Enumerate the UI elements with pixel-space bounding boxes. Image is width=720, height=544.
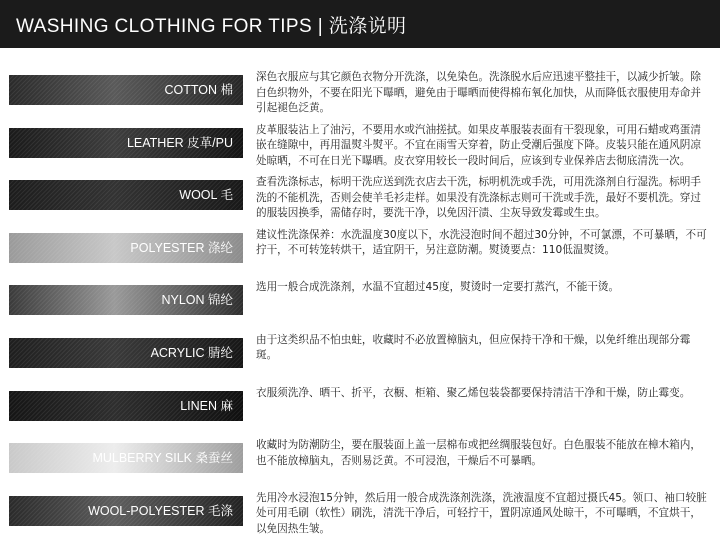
fabric-row-nylon: [0, 276, 720, 329]
fabric-label: MULBERRY SILK 桑蚕丝: [92, 451, 233, 466]
page-title: WASHING CLOTHING FOR TIPS | 洗涤说明: [16, 15, 407, 37]
care-description: 由于这类织品不怕虫蛀，收藏时不必放置樟脑丸，但应保持干净和干燥，以免纤维出现部分霉斑。: [256, 333, 691, 362]
fabric-swatch-nylon: [9, 285, 243, 315]
fabric-swatch-cotton: [9, 75, 243, 105]
fabric-swatch-polyester: [9, 233, 243, 263]
care-description: 深色衣服应与其它颜色衣物分开洗涤，以免染色。洗涤脱水后应迅速平整挂干，以减少折皱。除白色织物外，不要在阳光下曝晒，避免由于曝晒而使得棉布氧化加快，从而降低衣服使用寿命并引起褪色泛黄。: [256, 71, 701, 114]
fabric-swatch-wool-polyester: [9, 496, 243, 526]
fabric-label: LEATHER 皮革/PU: [126, 135, 233, 150]
care-description: 建议性洗涤保养：水洗温度30度以下，水洗浸泡时间不超过30分钟，不可氯漂，不可暴晒，不可拧干，不可转笼转烘干，适宜阴干，另注意防潮。熨烫要点：110低温熨烫。: [256, 228, 707, 257]
fabric-label: LINEN 麻: [180, 398, 233, 413]
fabric-row-cotton: [0, 66, 720, 119]
fabric-label: POLYESTER 涤纶: [130, 240, 233, 255]
care-description: 查看洗涤标志，标明干洗应送到洗衣店去干洗，标明机洗或手洗，可用洗涤剂自行湿洗。标明手洗的不能机洗，否则会使羊毛衫走样。如果没有洗涤标志则可干洗或手洗，最好不要机洗。穿过的服装因换季，需储存时，要洗干净，以免因汗渍、尘灰导致发霉或生虫。: [256, 176, 701, 220]
fabric-label: ACRYLIC 腈纶: [150, 345, 233, 360]
fabric-care-list: [0, 66, 720, 539]
fabric-label: COTTON 棉: [164, 83, 233, 97]
fabric-label: WOOL-POLYESTER 毛涤: [88, 503, 233, 518]
fabric-swatch-linen: [9, 391, 243, 421]
care-description: 皮革服装沾上了油污，不要用水或汽油搓拭。如果皮革服装表面有干裂现象，可用石蜡或鸡蛋清嵌在缝隙中，再用温熨斗熨平。不宜在雨雪天穿着，防止受潮后强度下降。皮装只能在通风阴凉处晾晒，不可在日光下曝晒。皮衣穿用较长一段时间后，应该到专业保养店去彻底清洗一次。: [256, 123, 701, 167]
care-description: 衣服须洗净、晒干、折平，衣橱、柜箱、聚乙烯包装袋都要保持清洁干净和干燥，防止霉变。: [256, 386, 691, 399]
care-description: 选用一般合成洗涤剂，水温不宜超过45度，熨烫时一定要打蒸汽，不能干烫。: [256, 281, 620, 294]
fabric-swatch-mulberry-silk: [9, 443, 243, 473]
fabric-swatch-wool: [9, 180, 243, 210]
fabric-row-linen: [0, 382, 720, 435]
fabric-row-polyester: [0, 224, 720, 277]
fabric-row-wool-polyester: [0, 487, 720, 540]
fabric-row-acrylic: [0, 329, 720, 382]
fabric-row-wool: [0, 171, 720, 224]
fabric-label: NYLON 锦纶: [161, 293, 233, 308]
fabric-label: WOOL 毛: [179, 188, 233, 203]
fabric-row-mulberry-silk: [0, 434, 720, 487]
care-description: 收藏时为防潮防尘，要在服装面上盖一层棉布或把丝绸服装包好。白色服装不能放在樟木箱内，也不能放樟脑丸，否则易泛黄。不可浸泡，干燥后不可暴晒。: [256, 439, 701, 467]
care-description: 先用冷水浸泡15分钟，然后用一般合成洗涤剂洗涤，洗液温度不宜超过摄氏45。领口、袖口较脏处可用毛刷（软性）刷洗，清洗干净后，可轻拧干，置阴凉通风处晾干，不可曝晒，不宜烘干，以免因热生皱。: [256, 491, 707, 535]
fabric-row-leather: [0, 119, 720, 172]
fabric-swatch-acrylic: [9, 338, 243, 368]
fabric-swatch-leather: [9, 128, 243, 158]
title-bar: [0, 0, 720, 48]
